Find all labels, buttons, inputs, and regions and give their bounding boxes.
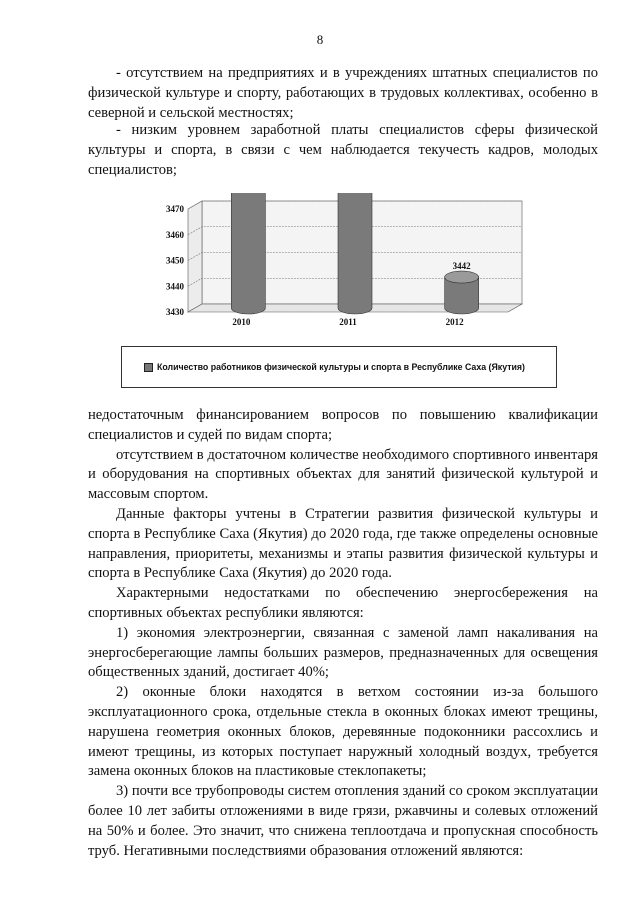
- y-tick-label: 3440: [166, 281, 184, 292]
- y-tick-label: 3460: [166, 229, 184, 240]
- text-bottom: [88, 406, 598, 861]
- paragraph-item-2: 2) оконные блоки находятся в ветхом состоянии из-за большого эксплуатационного срока, отдельные стекла в оконных блоках имеют трещины, нарушена геометрия оконных блоков, деревянные подоконники рассохлись и имеют трещины, из которых поступает наружный холодный воздух, требуется замена оконных блоков на пластиковые стеклопакеты;: [88, 684, 598, 780]
- paragraph-low-salary: - низким уровнем заработной платы специалистов сферы физической культуры и спорта, в связи с чем наблюдается текучесть кадров, молодых специалистов;: [88, 122, 598, 178]
- legend-label: Количество работников физической культуры и спорта в Республике Саха (Якутия): [157, 362, 525, 372]
- y-tick-label: 3430: [166, 307, 184, 317]
- bar-body: [231, 193, 265, 314]
- x-tick-label: 2012: [445, 317, 464, 327]
- paragraph-financing: недостаточным финансированием вопросов по повышению квалификации специалистов и судей по видам спорта;: [88, 407, 598, 443]
- paragraph-strategy: Данные факторы учтены в Стратегии развития физической культуры и спорта в Республике Саха (Якутия) до 2020 года, где также определены основные направления, приоритеты, механизмы и этапы развития физической культуры и спорта в Республике Саха (Якутия) до 2020 года.: [88, 505, 598, 582]
- x-tick-label: 2010: [232, 317, 251, 327]
- legend-swatch: [144, 363, 153, 372]
- bar-body: [338, 193, 372, 314]
- bar-top: [445, 271, 479, 283]
- paragraph-energy-intro: Характерными недостатками по обеспечению энергосбережения на спортивных объектах республики являются:: [88, 585, 598, 621]
- paragraph-item-3: 3) почти все трубопроводы систем отопления зданий со сроком эксплуатации более 10 лет забиты отложениями в виде грязи, ржавчины и солевых отложений на 50% и более. Это значит, что снижена теплоотдача и пропускная способность труб. Негативными последствиями образования отложений являются:: [88, 783, 598, 859]
- paragraph-equipment: отсутствием в достаточном количестве необходимого спортивного инвентаря и оборудования на спортивных объектах для занятий физической культурой и массовым спортом.: [88, 446, 598, 503]
- data-label: 3442: [452, 261, 471, 272]
- chart-legend: [121, 346, 557, 388]
- y-tick-label: 3450: [166, 255, 184, 266]
- paragraph-staff-shortage: - отсутствием на предприятиях и в учреждениях штатных специалистов по физической культуре и спорту, работающих в трудовых коллективах, особенно в северной и сельской местностях;: [88, 65, 598, 121]
- page-number: 8: [316, 32, 324, 47]
- y-tick-label: 3470: [166, 204, 184, 214]
- chart-svg: [148, 193, 528, 335]
- bar-chart: [148, 193, 528, 335]
- paragraph-item-1: 1) экономия электроэнергии, связанная с заменой ламп накаливания на энергосберегающие лампы больших размеров, предназначенных для освещения общественных зданий, достигает 40%;: [88, 624, 598, 681]
- chart-side-wall: [188, 201, 202, 312]
- x-tick-label: 2011: [339, 317, 357, 327]
